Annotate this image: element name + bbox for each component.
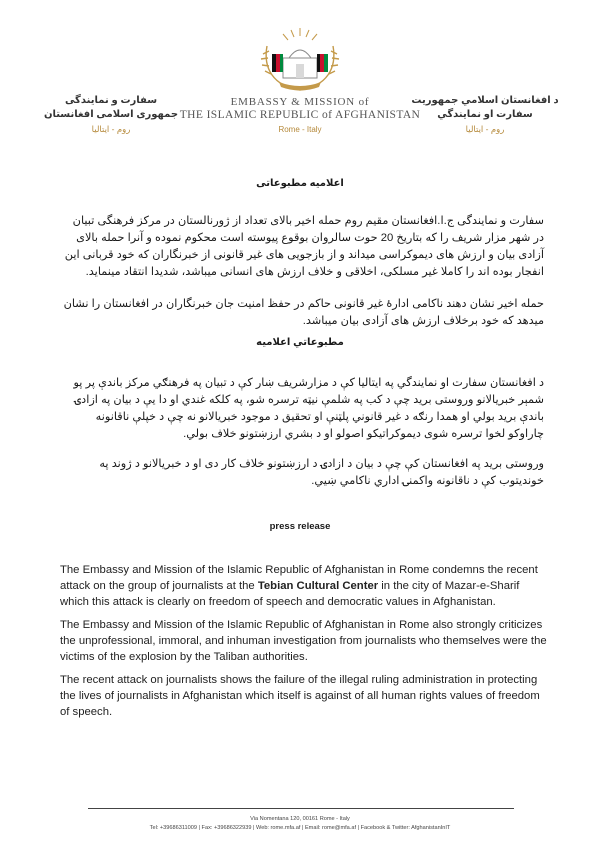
dari-paragraph-2: حمله اخیر نشان دهند ناکامی ادارۀ غیر قانونی حاکم در حفظ امنیت جان خبرنگاران در افغانستان را نشان میدهد که خود برخلاف ارزش های آزادی بیان میباشد. (63, 298, 544, 327)
footer-contacts: Tel: +39686311009 | Fax: +39686322939 | Web: rome.mfa.af | Email: rome@mfa.af | Facebook & Twitter: AfghanistanInIT (149, 825, 451, 831)
english-paragraph-1 (60, 562, 550, 610)
letterhead-english-location: Rome - Italy (278, 125, 322, 134)
letterhead-dari-location: روم - ایتالیا (91, 124, 131, 134)
english-heading: press release (269, 521, 331, 532)
letterhead-pashto-line2: سفارت او نمايندگي (437, 109, 533, 120)
letterhead-english-line2: THE ISLAMIC REPUBLIC of AFGHANISTAN (179, 109, 421, 121)
footer-divider (88, 808, 514, 809)
letterhead (0, 0, 600, 150)
footer-address: Via Nomentana 120, 00161 Rome - Italy (250, 816, 350, 822)
cultural-center-name: Tebian Cultural Center (257, 580, 379, 592)
letterhead-dari-line2: جمهوری اسلامی افغانستان (43, 109, 179, 120)
afghanistan-emblem-icon (253, 24, 347, 94)
letterhead-pashto-location: روم - ايتاليا (465, 124, 505, 134)
pashto-paragraph-2: وروستی برید په افغانستان کې چې د بيان د ازادۍ د ارزښتونو خلاف کار دی او د خبرياﻻنو د ژوند په خونديتوب کې د ناقانونه واکمنۍ اداري ناکامي ښيي. (99, 458, 544, 487)
pashto-paragraph-1: د افغانستان سفارت او نمايندگي په ايتاليا کې د مزارشريف ښار کې د تبيان په فرهنګي مرکز باندې پر پو شمېر خبریالانو وروستی برید چې د کب په شلمې نیټه ترسره شو، په کلکه غندي او دا يې د بيان په ازادۍ باندې برید بولي او همدا رنګه د غیر قانوني پلټنې او تحقيق د موجود خبرياﻻنو نه چې د خپلې ناقانونه چاراوکو لخوا ترسره شوی ديموکراتيکو اصولو او د بشري ارزښتونو خلاف بولي. (73, 377, 544, 440)
english-paragraph-1-start: The Embassy and Mission of the Islamic Republic of Afghanistan in Rome condemns the recent attack on the group of journalists at the (60, 564, 538, 592)
english-paragraph-1-end: in the city of Mazar-e-Sharif which this attack is clearly on freedom of speech and democratic values in Afghanistan. (60, 580, 520, 608)
letterhead-dari-line1: سفارت و نمایندگی (64, 95, 158, 106)
letterhead-english-line1: EMBASSY & MISSION of (230, 96, 370, 108)
english-paragraph-2: The Embassy and Mission of the Islamic Republic of Afghanistan in Rome also strongly criticizes the unprofessional, immoral, and inhuman investigation from journalists who themselves were the victims of the explosion by the Taliban authorities. (60, 619, 547, 663)
dari-heading: اعلامیه مطبوعاتی (256, 178, 344, 189)
letterhead-pashto-line1: د افغانستان اسلامي جمهوريت (411, 95, 559, 106)
letterhead-dari (36, 94, 186, 136)
dari-paragraph-1: سفارت و نمایندگی ج.ا.افغانستان مقیم روم حمله اخیر بالای تعداد از ژورنالستان در مرکز فرهنگی تبیان در شهر مزار شریف را که بتاریخ 20 حوت سالروان بوقوع پیوسته است محکوم نموده و آنرا حمله بالای آزادی بیان و ارزش های دیموکراسی میداند و از بازجویی های غیر قانونی از خبرنگاران که خود قربانی این انفجار بوده اند را کاملا غیر مسلکی، اخلاقی و خلاف ارزش های انسانی میباشد، شدیدا انتقاد مینماید. (64, 215, 544, 278)
pashto-heading: مطبوعاتي اعلاميه (256, 337, 344, 348)
letterhead-english (150, 96, 450, 134)
english-paragraph-3: The recent attack on journalists shows the failure of the illegal ruling administration in protecting the lives of journalists in Afghanistan which itself is against of all human rights values of freedom of speech. (60, 674, 540, 718)
